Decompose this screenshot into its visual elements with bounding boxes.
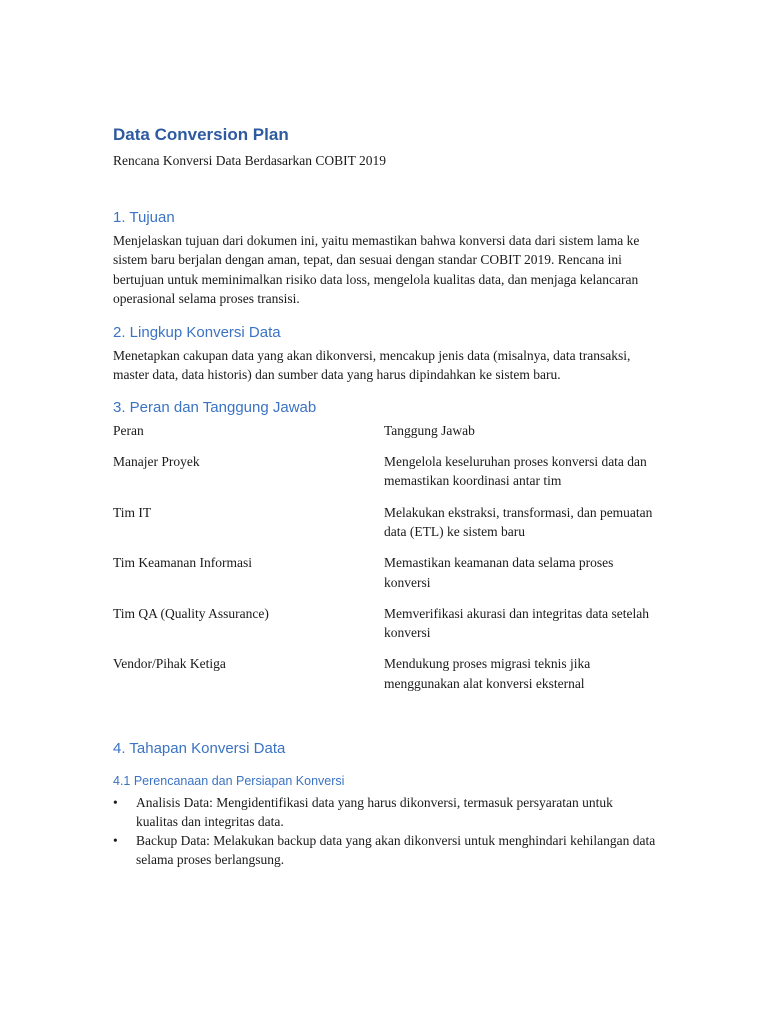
- subsection-heading-perencanaan: 4.1 Perencanaan dan Persiapan Konversi: [113, 774, 345, 789]
- section-heading-peran: 3. Peran dan Tanggung Jawab: [113, 398, 317, 416]
- responsibility-cell: Melakukan ekstraksi, transformasi, dan pemuatan data (ETL) ke sistem baru: [384, 504, 653, 539]
- role-cell: Tim QA (Quality Assurance): [113, 605, 269, 621]
- responsibility-cell: Mengelola keseluruhan proses konversi data dan memastikan koordinasi antar tim: [384, 454, 647, 489]
- bullet-icon: •: [113, 833, 118, 849]
- responsibility-cell: Mendukung proses migrasi teknis jika menggunakan alat konversi eksternal: [384, 656, 591, 691]
- responsibility-cell: Memverifikasi akurasi dan integritas data setelah konversi: [384, 605, 650, 641]
- section-heading-tujuan: 1. Tujuan: [113, 209, 175, 226]
- bullet-icon: •: [113, 795, 118, 811]
- document-title: Data Conversion Plan: [113, 125, 289, 144]
- table-row: [113, 553, 658, 604]
- list-item-text: Backup Data: Melakukan backup data yang akan dikonversi untuk menghindari kehilangan data selama proses berlangsung.: [136, 833, 656, 868]
- section-body-lingkup: Menetapkan cakupan data yang akan dikonversi, mencakup jenis data (misalnya, data transaksi, master data, data historis) dan sumber data yang harus dipindahkan ke sistem baru.: [113, 348, 631, 383]
- table-row: [113, 604, 658, 655]
- responsibility-cell: Memastikan keamanan data selama proses konversi: [384, 555, 614, 590]
- role-cell: Vendor/Pihak Ketiga: [113, 656, 226, 672]
- roles-table: [113, 421, 658, 705]
- document-page: [113, 124, 658, 869]
- section-heading-tahapan: 4. Tahapan Konversi Data: [113, 740, 286, 758]
- column-header-tanggung-jawab: Tanggung Jawab: [384, 422, 475, 438]
- role-cell: Tim Keamanan Informasi: [113, 555, 252, 571]
- column-header-peran: Peran: [113, 422, 144, 438]
- role-cell: Tim IT: [113, 504, 152, 520]
- document-subtitle: Rencana Konversi Data Berdasarkan COBIT 2019: [113, 153, 387, 168]
- table-row: [113, 503, 658, 554]
- section-body-tujuan: Menjelaskan tujuan dari dokumen ini, yaitu memastikan bahwa konversi data dari sistem lama ke sistem baru berjalan dengan aman, tepat, dan sesuai dengan standar COBIT 2019. Rencana ini bertujuan untuk meminimalkan risiko data loss, mengelola kualitas data, dan menjaga kelancaran operasional selama proses transisi.: [113, 233, 640, 306]
- table-row: [113, 654, 658, 705]
- role-cell: Manajer Proyek: [113, 454, 200, 470]
- list-item: [113, 793, 658, 831]
- list-item-text: Analisis Data: Mengidentifikasi data yang harus dikonversi, termasuk persyaratan untuk kualitas dan integritas data.: [136, 795, 613, 830]
- list-item: [113, 831, 658, 869]
- section-heading-lingkup: 2. Lingkup Konversi Data: [113, 324, 281, 342]
- bullet-list: [113, 793, 658, 869]
- roles-table-header-row: [113, 421, 658, 452]
- table-row: [113, 452, 658, 503]
